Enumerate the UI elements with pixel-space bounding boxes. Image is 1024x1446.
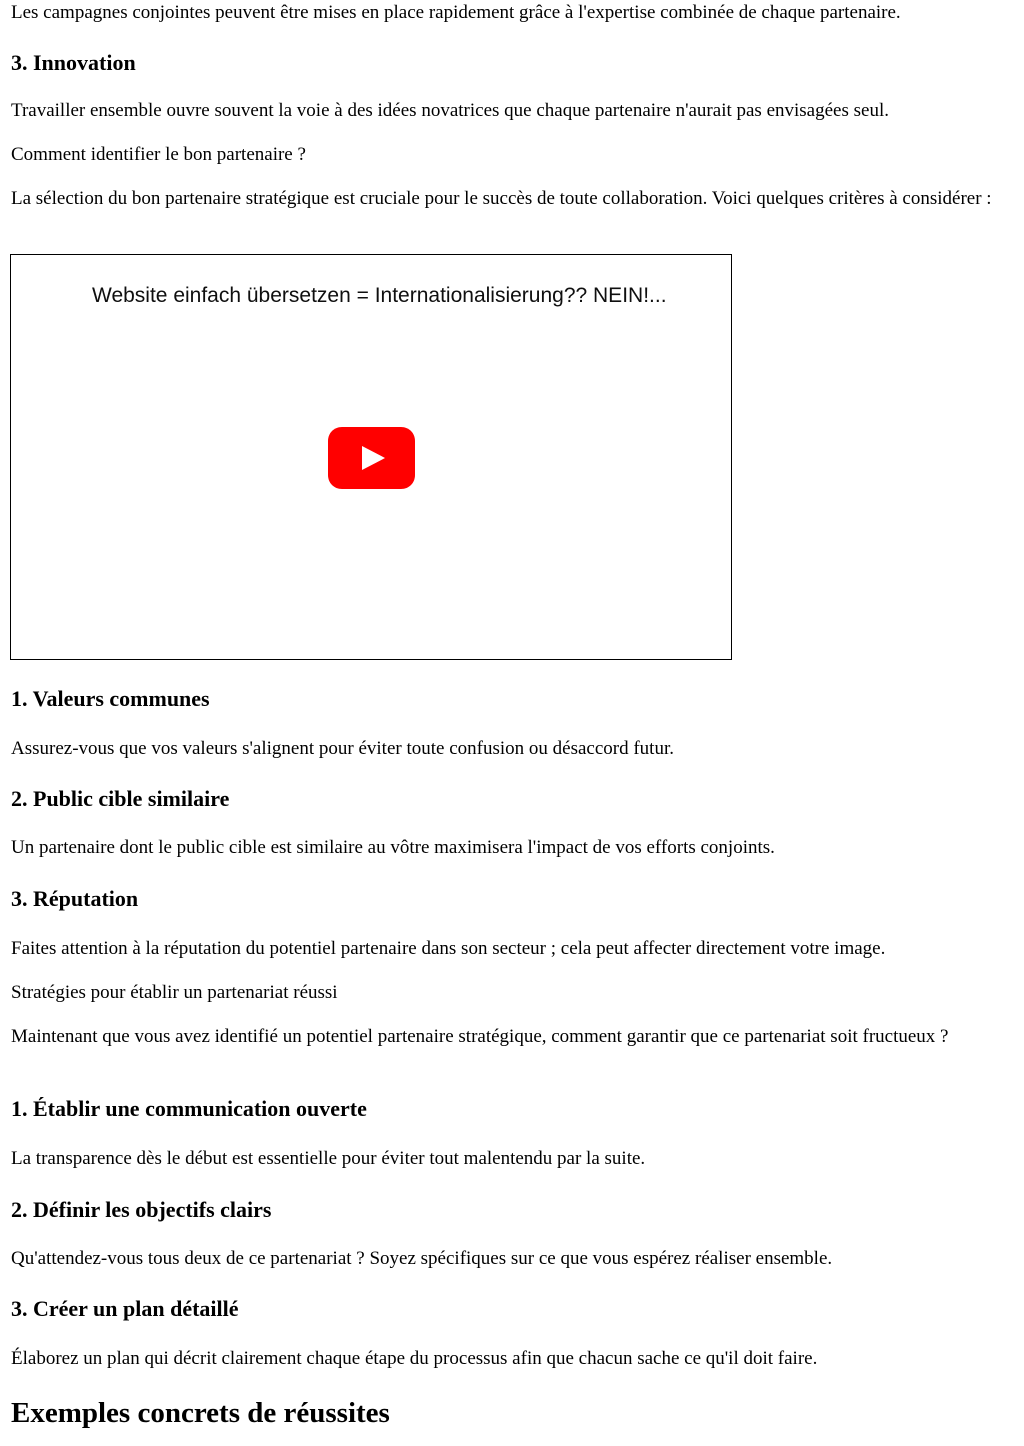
paragraph-open-communication: La transparence dès le début est essentielle pour éviter tout malentendu par la suite. (11, 1148, 646, 1169)
video-title[interactable]: Website einfach übersetzen = Internationalisierung?? NEIN!... (92, 284, 667, 307)
heading-innovation: 3. Innovation (11, 50, 136, 75)
heading-concrete-examples: Exemples concrets de réussites (11, 1397, 390, 1429)
paragraph-detailed-plan: Élaborez un plan qui décrit clairement chaque étape du processus afin que chacun sache ce qu'il doit faire. (11, 1348, 818, 1369)
paragraph-strategies: Stratégies pour établir un partenariat réussi (11, 982, 338, 1003)
paragraph-innovation: Travailler ensemble ouvre souvent la voie à des idées novatrices que chaque partenaire n'aurait pas envisagées seul. (11, 100, 889, 121)
paragraph-selection: La sélection du bon partenaire stratégique est cruciale pour le succès de toute collaboration. Voici quelques critères à considérer : (11, 188, 992, 209)
paragraph-now: Maintenant que vous avez identifié un potentiel partenaire stratégique, comment garantir que ce partenariat soit fructueux ? (11, 1026, 949, 1047)
paragraph-clear-objectives: Qu'attendez-vous tous deux de ce partenariat ? Soyez spécifiques sur ce que vous espérez réaliser ensemble. (11, 1248, 833, 1269)
heading-open-communication: 1. Établir une communication ouverte (11, 1096, 367, 1121)
heading-reputation: 3. Réputation (11, 886, 139, 911)
heading-similar-audience: 2. Public cible similaire (11, 786, 230, 811)
youtube-play-icon[interactable] (328, 427, 415, 489)
paragraph-similar-audience: Un partenaire dont le public cible est similaire au vôtre maximisera l'impact de vos efforts conjoints. (11, 837, 775, 858)
paragraph-campaigns: Les campagnes conjointes peuvent être mises en place rapidement grâce à l'expertise combinée de chaque partenaire. (11, 2, 901, 23)
youtube-video-embed[interactable] (10, 254, 732, 660)
heading-clear-objectives: 2. Définir les objectifs clairs (11, 1197, 272, 1222)
heading-detailed-plan: 3. Créer un plan détaillé (11, 1296, 239, 1321)
paragraph-identify-partner: Comment identifier le bon partenaire ? (11, 144, 306, 165)
paragraph-reputation: Faites attention à la réputation du potentiel partenaire dans son secteur ; cela peut affecter directement votre image. (11, 938, 886, 959)
heading-shared-values: 1. Valeurs communes (11, 686, 210, 711)
paragraph-shared-values: Assurez-vous que vos valeurs s'alignent pour éviter toute confusion ou désaccord futur. (11, 738, 674, 759)
